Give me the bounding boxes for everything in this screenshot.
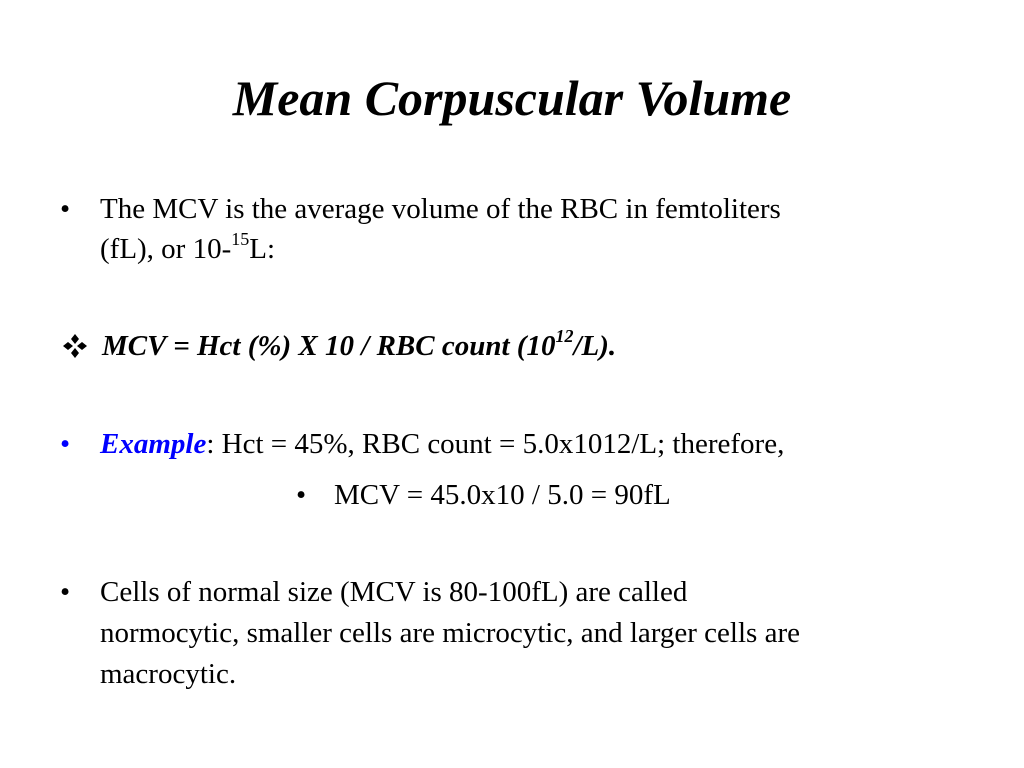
bullet-text-line3: macrocytic. [100, 658, 237, 690]
formula-prefix: MCV = Hct (%) X 10 / RBC count (10 [102, 330, 556, 362]
bullet-example [0, 425, 1024, 463]
formula-suffix: /L). [573, 330, 617, 362]
bullet-text-line2 [100, 230, 275, 268]
four-diamond-icon [62, 333, 88, 359]
bullet-cell-size-line3 [0, 655, 1024, 693]
sub-bullet-calculation [0, 476, 1024, 514]
bullet-cell-size-line1 [0, 573, 1024, 611]
example-body: : Hct = 45%, RBC count = 5.0x1012/L; therefore, [206, 428, 785, 460]
bullet-text-line2: normocytic, smaller cells are microcytic, and larger cells are [100, 617, 800, 649]
calculation-text: MCV = 45.0x10 / 5.0 = 90fL [334, 479, 671, 511]
example-bullet-marker: • [60, 428, 71, 460]
bullet-marker: • [60, 193, 71, 225]
bullet-text-suffix: L: [249, 233, 276, 265]
formula-text [102, 327, 616, 365]
bullet-text-prefix: (fL), or 10- [100, 233, 232, 265]
slide-title: Mean Corpuscular Volume [232, 70, 792, 126]
superscript-exponent: 15 [231, 229, 250, 250]
bullet-cell-size-line2 [0, 614, 1024, 652]
bullet-mcv-definition-line2 [0, 230, 1024, 268]
bullet-text: Cells of normal size (MCV is 80-100fL) are called [100, 576, 688, 608]
example-text [100, 425, 784, 463]
bullet-marker: • [60, 576, 71, 608]
sub-bullet-marker: • [296, 479, 307, 511]
example-label: Example [100, 428, 207, 460]
bullet-text: The MCV is the average volume of the RBC in femtoliters [100, 193, 781, 225]
formula-line [0, 327, 1024, 365]
formula-superscript: 12 [555, 326, 574, 347]
bullet-mcv-definition-line1 [0, 190, 1024, 228]
